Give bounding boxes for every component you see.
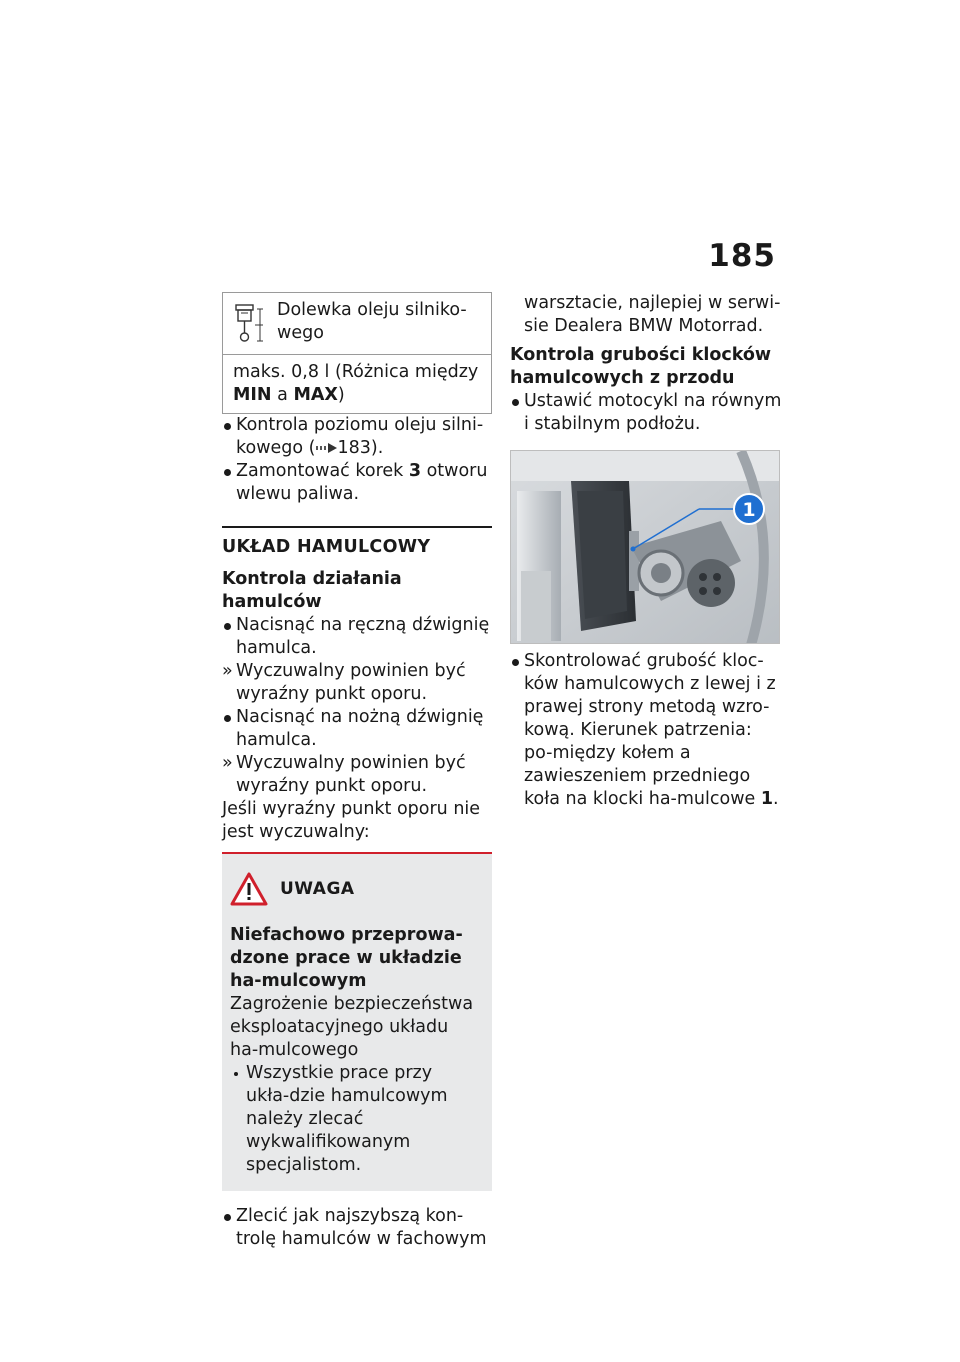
spec-label-row bbox=[223, 293, 491, 355]
spec-value-row bbox=[223, 355, 491, 413]
step-check-pads-post: . bbox=[773, 789, 779, 809]
step-check-oil-post: ). bbox=[370, 438, 384, 458]
right-column bbox=[510, 292, 782, 811]
spec-close: ) bbox=[337, 385, 345, 405]
result-hand-lever-text: Wyczuwalny powinien być wyraźny punkt oporu. bbox=[236, 661, 466, 704]
step-install-cap-ref: 3 bbox=[408, 461, 422, 481]
step-install-cap bbox=[222, 460, 492, 506]
result-hand-lever bbox=[222, 660, 492, 706]
spec-table bbox=[222, 292, 492, 414]
section-brakes bbox=[222, 526, 492, 844]
result-foot-lever bbox=[222, 752, 492, 798]
warning-header bbox=[230, 872, 476, 906]
spec-min: MIN bbox=[233, 385, 272, 405]
warning-hazard: Niefachowo przeprowa-dzone prace w układzie ha-mulcowym bbox=[230, 925, 463, 991]
spec-value-prefix: maks. 0,8 l (Różnica między bbox=[233, 362, 479, 382]
spec-label: Dolewka oleju silniko-wego bbox=[277, 300, 467, 343]
step-hand-lever: Nacisnąć na ręczną dźwignię hamulca. bbox=[222, 614, 492, 660]
warning-action: Wszystkie prace przy ukła-dzie hamulcowym należy zlecać wykwalifikowanym specjalistom. bbox=[230, 1062, 476, 1177]
warning-consequence: Zagrożenie bezpieczeństwa eksploatacyjnego układu ha-mulcowego bbox=[230, 994, 474, 1060]
subheading-brake-function: Kontrola działania hamulców bbox=[222, 569, 402, 612]
spec-conj: a bbox=[277, 385, 288, 405]
warning-title: UWAGA bbox=[280, 878, 355, 899]
subheading-brake-pads: Kontrola grubości klocków hamulcowych z przodu bbox=[510, 345, 772, 388]
result-mark: » bbox=[222, 753, 233, 773]
step-install-cap-post: otworu wlewu paliwa. bbox=[236, 461, 488, 504]
step-check-pads-ref: 1 bbox=[760, 789, 774, 809]
page-number: 185 bbox=[708, 238, 776, 274]
continuation-text: warsztacie, najlepiej w serwi-sie Dealera BMW Motorrad. bbox=[524, 293, 781, 336]
result-mark: » bbox=[222, 661, 233, 681]
result-foot-lever-text: Wyczuwalny powinien być wyraźny punkt oporu. bbox=[236, 753, 466, 796]
warning-box bbox=[222, 852, 492, 1191]
spec-max: MAX bbox=[293, 385, 338, 405]
step-check-oil-text: Kontrola poziomu oleju silni-kowego ( bbox=[236, 415, 484, 458]
brake-caliper-figure bbox=[510, 450, 780, 644]
step-workshop: Zlecić jak najszybszą kon-trolę hamulców w fachowym bbox=[222, 1205, 492, 1251]
page-reference-arrow-icon bbox=[316, 442, 338, 454]
brake-caliper-image bbox=[511, 451, 780, 644]
step-install-cap-text: Zamontować korek bbox=[236, 461, 409, 481]
engine-oil-icon bbox=[233, 303, 267, 347]
section-title: UKŁAD HAMULCOWY bbox=[222, 537, 431, 557]
step-foot-lever: Nacisnąć na nożną dźwignię hamulca. bbox=[222, 706, 492, 752]
step-check-pads-text: Skontrolować grubość kloc-ków hamulcowych z lewej i z prawej strony metodą wzro-kową. Kierunek patrzenia: po-między kołem a zawieszeniem przedniego koła na klocki ha-mulcowe bbox=[524, 651, 776, 809]
step-check-oil-ref[interactable]: 183 bbox=[337, 438, 371, 458]
callout-label-1: 1 bbox=[742, 499, 756, 521]
condition-text: Jeśli wyraźny punkt oporu nie jest wyczuwalny: bbox=[222, 799, 481, 842]
left-column bbox=[222, 292, 492, 1251]
step-check-oil bbox=[222, 414, 492, 460]
step-stand-motorcycle: Ustawić motocykl na równym i stabilnym podłożu. bbox=[510, 390, 782, 436]
step-check-pads bbox=[510, 650, 782, 811]
warning-triangle-icon bbox=[230, 872, 268, 906]
